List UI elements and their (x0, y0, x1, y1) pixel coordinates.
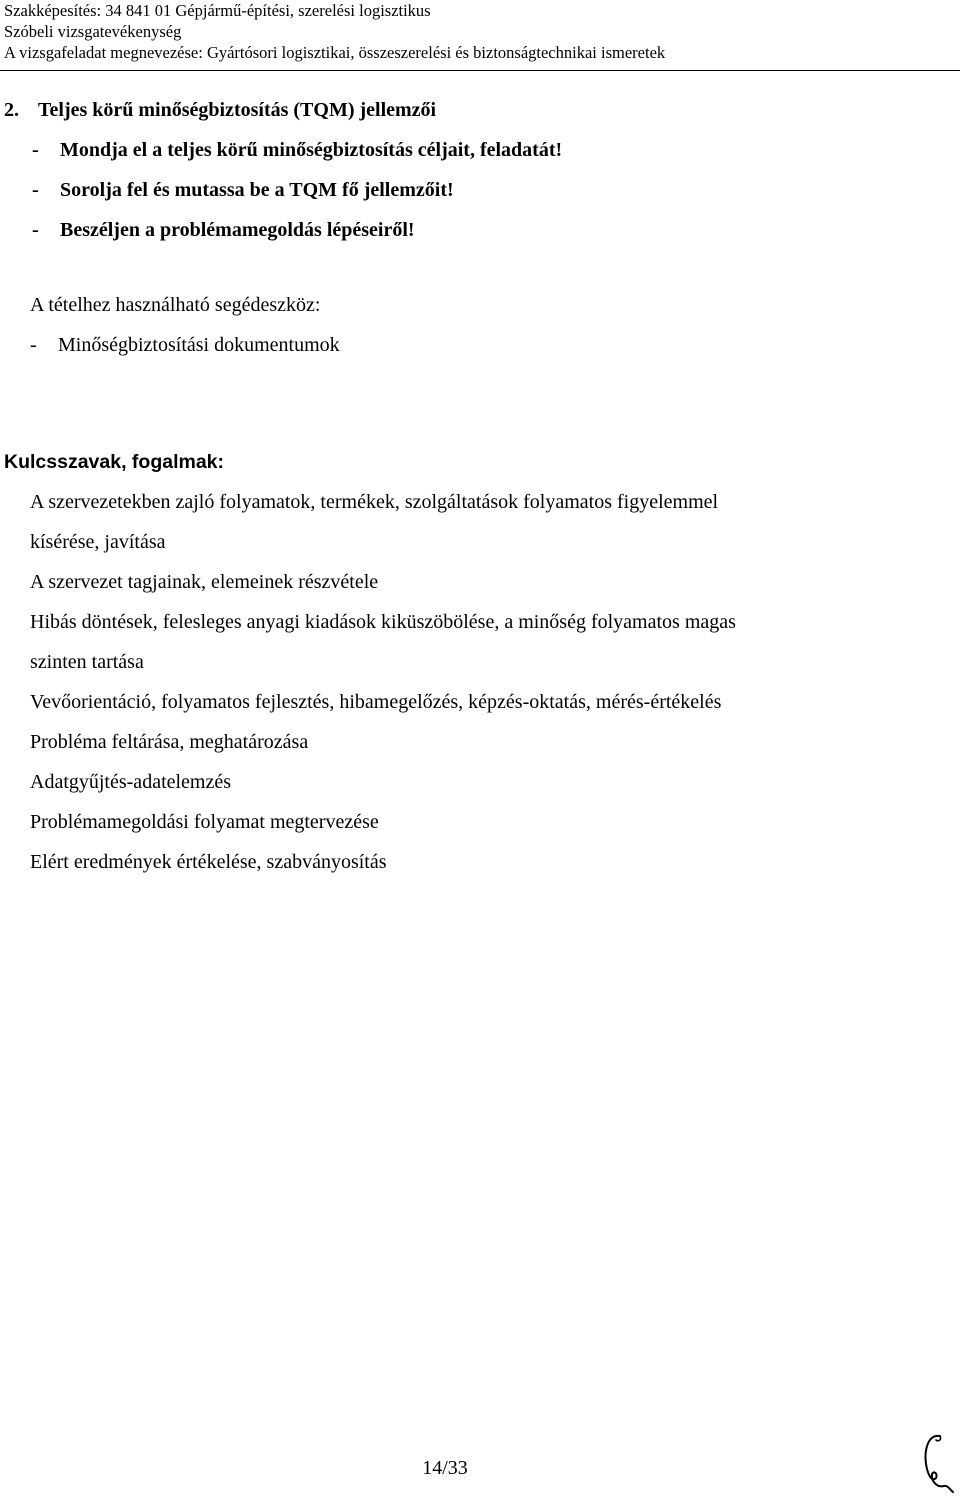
list-dash: - (32, 139, 39, 161)
keyword-line: Elért eredmények értékelése, szabványosítás (30, 851, 387, 873)
keyword-line: A szervezet tagjainak, elemeinek részvétele (30, 571, 379, 593)
header-task-name: A vizsgafeladat megnevezése: Gyártósori logisztikai, összeszerelési és biztonságtechnikai ismeretek (4, 43, 666, 62)
header-qualification: Szakképesítés: 34 841 01 Gépjármű-építési, szerelési logisztikus (4, 1, 431, 20)
page-number: 14/33 (422, 1457, 468, 1479)
list-dash: - (32, 179, 39, 201)
list-dash: - (30, 334, 37, 356)
aids-item-text: Minőségbiztosítási dokumentumok (58, 334, 340, 356)
task-section (4, 90, 562, 250)
task-heading (4, 90, 562, 130)
task-item-text: Beszéljen a problémamegoldás lépéseiről! (60, 219, 415, 241)
document-header (4, 0, 944, 63)
keyword-line: A szervezetekben zajló folyamatok, termékek, szolgáltatások folyamatos figyelemmel (30, 491, 719, 513)
aids-item (30, 325, 340, 365)
handwritten-signature-icon (918, 1428, 958, 1498)
keyword-line: Hibás döntések, felesleges anyagi kiadások kiküszöbölése, a minőség folyamatos magas (30, 611, 736, 633)
keyword-line: kísérése, javítása (30, 531, 166, 553)
keyword-line: Problémamegoldási folyamat megtervezése (30, 811, 379, 833)
keyword-line: Adatgyűjtés-adatelemzés (30, 771, 232, 793)
task-item (4, 130, 562, 170)
keyword-line: szinten tartása (30, 651, 144, 673)
header-divider (0, 70, 960, 71)
keywords-title: Kulcsszavak, fogalmak: (4, 451, 225, 473)
aids-section (30, 285, 340, 365)
keywords-section (4, 442, 910, 882)
task-number: 2. (4, 99, 19, 121)
keyword-line: Vevőorientáció, folyamatos fejlesztés, hibamegelőzés, képzés-oktatás, mérés-értékelés (30, 691, 722, 713)
task-title: Teljes körű minőségbiztosítás (TQM) jellemzői (38, 99, 437, 121)
header-activity: Szóbeli vizsgatevékenység (4, 22, 182, 41)
list-dash: - (32, 219, 39, 241)
task-item (4, 170, 562, 210)
keyword-line: Probléma feltárása, meghatározása (30, 731, 309, 753)
aids-title: A tételhez használható segédeszköz: (30, 294, 321, 316)
task-item-text: Sorolja fel és mutassa be a TQM fő jellemzőit! (60, 179, 454, 201)
task-item-text: Mondja el a teljes körű minőségbiztosítás céljait, feladatát! (60, 139, 563, 161)
task-item (4, 210, 562, 250)
